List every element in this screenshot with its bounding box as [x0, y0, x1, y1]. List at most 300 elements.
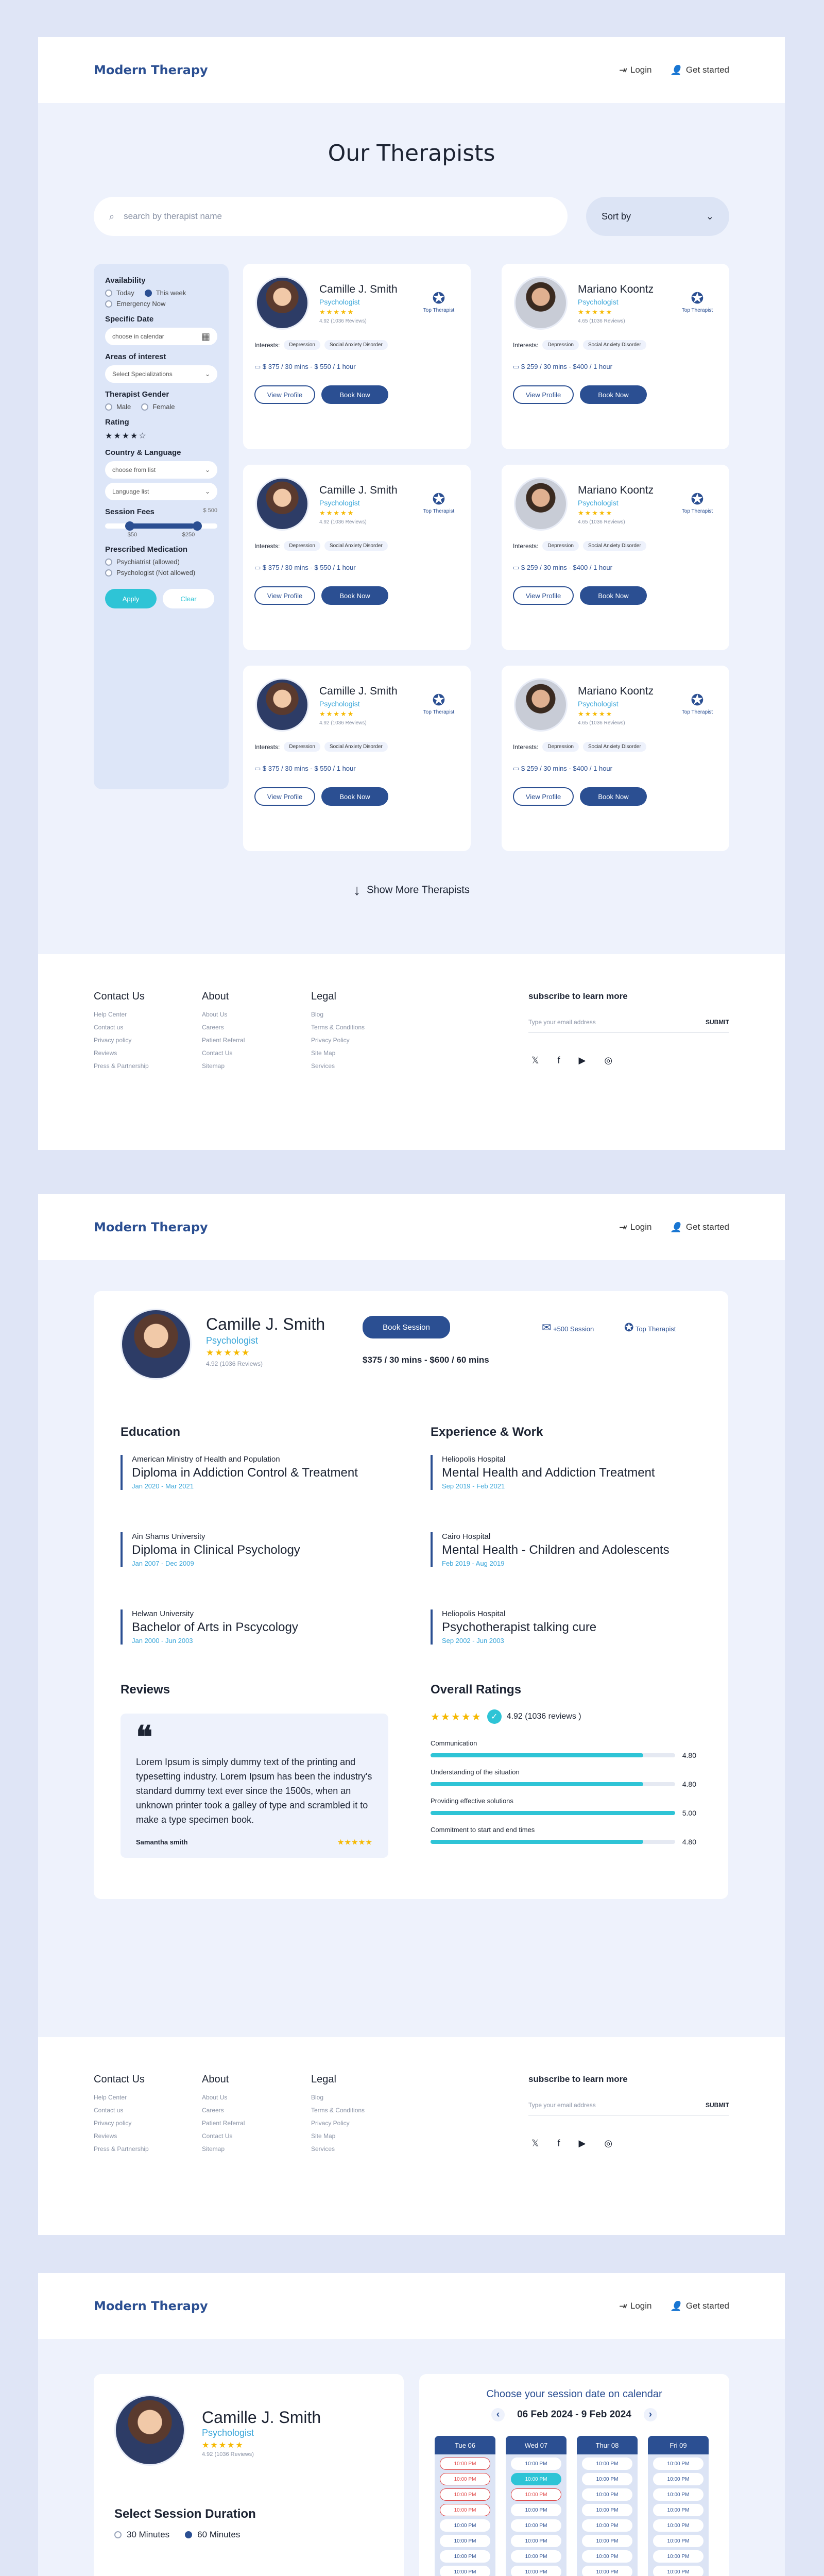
radio-psychiatrist[interactable]: [105, 558, 112, 566]
rating-row: [431, 1797, 696, 1817]
rating-bar: [431, 1782, 675, 1786]
view-profile-button[interactable]: View Profile: [513, 385, 574, 404]
rating-stars: ★★★★★: [202, 2441, 244, 2450]
footer-link[interactable]: Sitemap: [202, 1062, 225, 1070]
price-text: $ 375 / 30 mins - $ 550 / 1 hour: [262, 363, 356, 370]
view-profile-button[interactable]: View Profile: [254, 586, 315, 605]
footer-col-c1: [94, 2073, 149, 2156]
top-therapist-badge: [672, 691, 723, 715]
book-now-button[interactable]: Book Now: [580, 385, 647, 404]
therapist-name: Mariano Koontz: [578, 283, 654, 295]
time-slot[interactable]: 10:00 PM: [653, 2504, 703, 2516]
footer-link[interactable]: Services: [311, 1062, 335, 1070]
get-started-link[interactable]: 👤 Get started: [670, 2301, 729, 2311]
avatar: [514, 477, 568, 531]
institution: Ain Shams University: [132, 1532, 205, 1541]
top-nav: [38, 37, 785, 103]
therapist-name: Mariano Koontz: [578, 484, 654, 496]
fee-low: $50: [127, 532, 138, 538]
footer-link[interactable]: Patient Referral: [202, 1037, 245, 1044]
interest-chip: Depression: [542, 742, 579, 752]
footer-link[interactable]: Contact Us: [202, 1049, 233, 1057]
quote-icon: ❝: [136, 1720, 153, 1754]
label-male: Male: [116, 403, 131, 411]
language-select[interactable]: [105, 483, 217, 500]
therapist-card: [502, 264, 729, 449]
avatar: [514, 276, 568, 330]
institution: American Ministry of Health and Population: [132, 1455, 280, 1464]
experience-item: [431, 1532, 670, 1567]
top-nav: [38, 2273, 785, 2339]
top-therapist-badge: [413, 290, 465, 313]
footer-col-title: Legal: [311, 991, 336, 1002]
top-therapist-badge: [672, 290, 723, 313]
date-range: Jan 2007 - Dec 2009: [132, 1560, 194, 1567]
facebook-icon[interactable]: f: [557, 2138, 560, 2148]
interests-label: Interests:: [254, 341, 280, 349]
therapist-card: [502, 465, 729, 650]
get-started-link[interactable]: 👤 Get started: [670, 65, 729, 75]
review-count: 4.92 (1036 Reviews): [319, 720, 367, 726]
experience-title: Experience & Work: [431, 1425, 543, 1439]
footer-link[interactable]: Blog: [311, 1011, 324, 1018]
interest-chip: Social Anxiety Disorder: [583, 742, 646, 752]
subscribe-email-input[interactable]: [528, 1012, 729, 1032]
education-title: Education: [121, 1425, 181, 1439]
footer-link[interactable]: Help Center: [94, 1011, 127, 1018]
brand-logo[interactable]: Modern Therapy: [94, 63, 208, 77]
footer-link[interactable]: Press & Partnership: [94, 1062, 149, 1070]
footer-link[interactable]: Patient Referral: [202, 2120, 245, 2127]
rating-stars: ★★★★★: [319, 509, 355, 517]
date-range: Jan 2000 - Jun 2003: [132, 1637, 193, 1645]
youtube-icon[interactable]: ▶: [578, 1055, 586, 1065]
youtube-icon[interactable]: ▶: [578, 2138, 586, 2148]
date-picker-label: choose in calendar: [112, 333, 164, 340]
book-now-button[interactable]: Book Now: [321, 787, 388, 806]
facebook-icon[interactable]: f: [557, 1055, 560, 1065]
review-text: Lorem Ipsum is simply dummy text of the printing and typesetting industry. Lorem Ipsum has been the industry's standard dummy text ever since the 1500s, when an unknown printer took a galley of type and scrambled it to make a type specimen book.: [136, 1757, 372, 1825]
time-slot[interactable]: 10:00 PM: [582, 2488, 632, 2501]
badge-icon: ✪: [691, 290, 704, 307]
submit-button[interactable]: SUBMIT: [706, 1018, 729, 1026]
time-slot[interactable]: 10:00 PM: [582, 2535, 632, 2547]
badge-label: Top Therapist: [423, 308, 455, 313]
date-range: Feb 2019 - Aug 2019: [442, 1560, 505, 1567]
price-text: $ 375 / 30 mins - $ 550 / 1 hour: [262, 564, 356, 571]
time-slot[interactable]: 10:00 PM: [653, 2566, 703, 2576]
therapist-name: Camille J. Smith: [319, 685, 398, 697]
slider-handle-left[interactable]: [125, 521, 134, 531]
money-icon: ▭: [513, 564, 520, 571]
radio-60-min[interactable]: [185, 2531, 192, 2538]
book-now-button[interactable]: Book Now: [321, 586, 388, 605]
email-placeholder: Type your email address: [528, 2101, 596, 2109]
badge-icon: ✪: [691, 692, 704, 709]
footer-link[interactable]: Site Map: [311, 2132, 336, 2140]
money-icon: ▭: [254, 765, 261, 772]
brand-logo[interactable]: Modern Therapy: [94, 1220, 208, 1234]
badge-icon: ✪: [624, 1321, 634, 1334]
page-title: Our Therapists: [328, 140, 495, 166]
review-count: 4.65 (1036 Reviews): [578, 318, 625, 324]
reviewer-stars: ★★★★★: [337, 1838, 373, 1846]
money-icon: ▭: [513, 363, 520, 370]
instagram-icon[interactable]: ◎: [604, 1055, 613, 1065]
day-header: Tue 06: [435, 2436, 495, 2454]
footer-link[interactable]: Reviews: [94, 1049, 117, 1057]
chevron-down-icon: ⌄: [204, 370, 210, 378]
rating-stars: ★★★★★: [578, 308, 613, 316]
next-week-button[interactable]: ›: [644, 2408, 657, 2421]
footer-link[interactable]: Privacy policy: [94, 2120, 132, 2127]
apply-button[interactable]: Apply: [105, 589, 157, 608]
footer-link[interactable]: Privacy Policy: [311, 2120, 350, 2127]
interest-chip: Social Anxiety Disorder: [324, 340, 388, 350]
radio-male[interactable]: [105, 403, 112, 411]
rating-bar-fill: [431, 1782, 643, 1786]
therapist-role: Psychologist: [202, 2428, 254, 2438]
interests-label: Interests:: [254, 743, 280, 751]
rating-row: [431, 1739, 696, 1759]
view-profile-button[interactable]: View Profile: [254, 385, 315, 404]
footer-link[interactable]: Contact us: [94, 1024, 124, 1031]
overall-score: 4.92 (1036 reviews ): [506, 1712, 581, 1721]
day-header: Fri 09: [648, 2436, 709, 2454]
interest-chip: Depression: [542, 541, 579, 551]
review-count: 4.65 (1036 Reviews): [578, 720, 625, 726]
footer-link[interactable]: Contact us: [94, 2107, 124, 2114]
user-icon: 👤: [670, 1222, 682, 1232]
footer-link[interactable]: Terms & Conditions: [311, 1024, 365, 1031]
therapist-name: Mariano Koontz: [578, 685, 654, 697]
footer-link[interactable]: Careers: [202, 1024, 224, 1031]
therapist-card: [243, 465, 471, 650]
filter-availability-title: Availability: [105, 276, 146, 285]
book-session-button[interactable]: Book Session: [363, 1316, 450, 1338]
review-count: 4.92 (1036 Reviews): [319, 318, 367, 324]
footer-col-c1: [94, 990, 149, 1073]
time-slot[interactable]: 10:00 PM: [511, 2488, 561, 2501]
day-header: Wed 07: [506, 2436, 566, 2454]
footer-link[interactable]: Blog: [311, 2094, 324, 2101]
footer-link[interactable]: Reviews: [94, 2132, 117, 2140]
degree: Diploma in Addiction Control & Treatment: [132, 1466, 358, 1480]
therapist-name: Camille J. Smith: [206, 1315, 325, 1333]
fee-slider[interactable]: [105, 523, 217, 529]
day-header: Thur 08: [577, 2436, 638, 2454]
calendar-title: Choose your session date on calendar: [486, 2388, 662, 2400]
clear-button[interactable]: Clear: [163, 589, 214, 608]
time-slot[interactable]: 10:00 PM: [511, 2458, 561, 2470]
experience-item: [431, 1455, 655, 1490]
time-slot[interactable]: 10:00 PM: [511, 2473, 561, 2485]
time-slot[interactable]: 10:00 PM: [582, 2550, 632, 2563]
badge-label: Top Therapist: [681, 308, 713, 313]
search-icon: ⌕: [109, 211, 115, 222]
slider-handle-right[interactable]: [193, 521, 202, 531]
instagram-icon[interactable]: ◎: [604, 2138, 613, 2148]
show-more-button[interactable]: [38, 882, 785, 899]
email-placeholder: Type your email address: [528, 1018, 596, 1026]
job-title: Mental Health and Addiction Treatment: [442, 1466, 655, 1480]
login-icon: ⇥: [618, 65, 626, 75]
time-slot[interactable]: 10:00 PM: [653, 2550, 703, 2563]
therapist-role: Psychologist: [578, 298, 619, 306]
radio-30-min[interactable]: [114, 2531, 122, 2538]
check-icon: ✓: [487, 1709, 502, 1724]
footer-link[interactable]: Terms & Conditions: [311, 2107, 365, 2114]
label-female: Female: [152, 403, 175, 411]
day-column: [506, 2436, 566, 2576]
therapist-card: [243, 264, 471, 449]
footer-link[interactable]: About Us: [202, 2094, 228, 2101]
therapist-profile-page: [38, 1194, 785, 2235]
radio-emergency[interactable]: [105, 300, 112, 308]
footer-col-c2: [202, 2073, 245, 2156]
book-now-button[interactable]: Book Now: [321, 385, 388, 404]
rating-bar: [431, 1753, 675, 1757]
specialization-select[interactable]: [105, 365, 217, 383]
view-profile-button[interactable]: View Profile: [513, 586, 574, 605]
footer-link[interactable]: Press & Partnership: [94, 2145, 149, 2153]
badge-label: Top Therapist: [681, 709, 713, 715]
radio-psychologist[interactable]: [105, 569, 112, 577]
employer: Heliopolis Hospital: [442, 1609, 506, 1618]
login-link[interactable]: ⇥ Login: [618, 2301, 652, 2311]
therapist-name: Camille J. Smith: [202, 2408, 321, 2427]
subscribe-title: subscribe to learn more: [528, 991, 628, 1001]
filter-gender-title: Therapist Gender: [105, 390, 169, 399]
time-slot[interactable]: 10:00 PM: [440, 2458, 490, 2470]
fee-high: $250: [182, 532, 195, 538]
therapist-card: [243, 666, 471, 851]
time-slot[interactable]: 10:00 PM: [653, 2458, 703, 2470]
review-count: 4.92 (1036 Reviews): [206, 1360, 263, 1367]
review-count: 4.92 (1036 Reviews): [319, 519, 367, 525]
radio-female[interactable]: [141, 403, 148, 411]
filter-date-title: Specific Date: [105, 315, 154, 324]
experience-item: [431, 1609, 596, 1645]
time-slot[interactable]: 10:00 PM: [653, 2519, 703, 2532]
filter-areas-title: Areas of interest: [105, 352, 166, 361]
social-links: [531, 2138, 612, 2149]
label-60-min: 60 Minutes: [197, 2530, 241, 2539]
country-label: choose from list: [112, 466, 156, 473]
footer-link[interactable]: Site Map: [311, 1049, 336, 1057]
subscribe-email-input[interactable]: [528, 2095, 729, 2115]
overall-stars: ★★★★★: [431, 1711, 482, 1723]
therapist-name: Camille J. Smith: [319, 484, 398, 496]
rating-row: [431, 1768, 696, 1788]
book-now-button[interactable]: Book Now: [580, 586, 647, 605]
label-today: Today: [116, 289, 134, 297]
duration-title: Select Session Duration: [114, 2507, 256, 2521]
price-text: $ 259 / 30 mins - $400 / 1 hour: [521, 564, 612, 571]
fee-max: $ 500: [203, 507, 217, 514]
radio-today[interactable]: [105, 290, 112, 297]
interest-chip: Social Anxiety Disorder: [583, 340, 646, 350]
degree: Bachelor of Arts in Pscycology: [132, 1620, 298, 1634]
sessions-label: +500 Session: [553, 1325, 594, 1333]
rating-row: [431, 1826, 696, 1846]
top-therapist-badge: [624, 1321, 676, 1334]
filter-rating-title: Rating: [105, 418, 129, 427]
day-column: [435, 2436, 495, 2576]
rating-stars[interactable]: ★★★★☆: [105, 432, 147, 440]
footer-link[interactable]: Privacy Policy: [311, 1037, 350, 1044]
footer: [38, 2037, 785, 2235]
footer-link[interactable]: Help Center: [94, 2094, 127, 2101]
interests-label: Interests:: [513, 542, 539, 550]
x-icon[interactable]: 𝕏: [531, 2138, 539, 2148]
avatar: [255, 276, 309, 330]
footer-col-c2: [202, 990, 245, 1073]
therapists-page: [38, 37, 785, 1150]
calendar-card: [419, 2374, 729, 2576]
x-icon[interactable]: 𝕏: [531, 1055, 539, 1065]
label-30-min: 30 Minutes: [127, 2530, 170, 2539]
rating-bar: [431, 1811, 675, 1815]
interest-chip: Social Anxiety Disorder: [324, 742, 388, 752]
time-slot[interactable]: 10:00 PM: [440, 2550, 490, 2563]
time-slot[interactable]: 10:00 PM: [440, 2519, 490, 2532]
time-slot[interactable]: 10:00 PM: [511, 2550, 561, 2563]
subscribe-title: subscribe to learn more: [528, 2074, 628, 2084]
brand-logo[interactable]: Modern Therapy: [94, 2299, 208, 2313]
time-slot[interactable]: 10:00 PM: [511, 2566, 561, 2576]
time-slot[interactable]: 10:00 PM: [582, 2566, 632, 2576]
search-input[interactable]: ⌕ search by therapist name: [94, 197, 568, 236]
footer-link[interactable]: Privacy policy: [94, 1037, 132, 1044]
footer-col-c3: [311, 990, 365, 1073]
interests-label: Interests:: [513, 743, 539, 751]
footer-col-title: Legal: [311, 2074, 336, 2085]
social-links: [531, 1055, 612, 1066]
view-profile-button[interactable]: View Profile: [513, 787, 574, 806]
submit-button[interactable]: SUBMIT: [706, 2101, 729, 2109]
date-range: Sep 2002 - Jun 2003: [442, 1637, 504, 1645]
date-picker[interactable]: [105, 328, 217, 345]
time-slot[interactable]: 10:00 PM: [440, 2473, 490, 2485]
book-now-button[interactable]: Book Now: [580, 787, 647, 806]
time-slot[interactable]: 10:00 PM: [440, 2488, 490, 2501]
filters-panel: [94, 264, 229, 789]
top-nav: [38, 1194, 785, 1260]
rating-bar-fill: [431, 1840, 643, 1844]
reviews-title: Reviews: [121, 1683, 170, 1697]
reviewer-name: Samantha smith: [136, 1838, 188, 1846]
session-icon: ✉: [542, 1321, 552, 1334]
interest-chip: Depression: [284, 541, 320, 551]
login-icon: ⇥: [618, 2301, 626, 2311]
get-started-link[interactable]: 👤 Get started: [670, 1222, 729, 1232]
time-slot[interactable]: 10:00 PM: [582, 2504, 632, 2516]
footer-link[interactable]: Careers: [202, 2107, 224, 2114]
time-slot[interactable]: 10:00 PM: [440, 2566, 490, 2576]
education-item: [121, 1455, 358, 1490]
time-slot[interactable]: 10:00 PM: [653, 2488, 703, 2501]
avatar: [255, 678, 309, 732]
radio-this-week[interactable]: [145, 290, 152, 297]
footer-link[interactable]: Services: [311, 2145, 335, 2153]
footer-link[interactable]: Contact Us: [202, 2132, 233, 2140]
chevron-down-icon: ⌄: [706, 211, 714, 222]
date-range: Sep 2019 - Feb 2021: [442, 1482, 505, 1490]
avatar: [114, 2395, 185, 2466]
time-slot[interactable]: 10:00 PM: [511, 2535, 561, 2547]
country-select[interactable]: [105, 461, 217, 479]
time-slot[interactable]: 10:00 PM: [653, 2473, 703, 2485]
therapist-role: Psychologist: [319, 499, 360, 507]
money-icon: ▭: [254, 564, 261, 571]
therapist-role: Psychologist: [206, 1335, 259, 1346]
interest-chip: Depression: [284, 340, 320, 350]
time-slot[interactable]: 10:00 PM: [653, 2535, 703, 2547]
rating-stars: ★★★★★: [319, 710, 355, 718]
rating-bar: [431, 1840, 675, 1844]
date-range: Jan 2020 - Mar 2021: [132, 1482, 194, 1490]
institution: Helwan University: [132, 1609, 194, 1618]
badge-label: Top Therapist: [423, 709, 455, 715]
booking-summary-card: [94, 2374, 404, 2576]
time-slot[interactable]: 10:00 PM: [440, 2504, 490, 2516]
prev-week-button[interactable]: ‹: [491, 2408, 505, 2421]
rating-label: Commitment to start and end times: [431, 1826, 535, 1834]
interests-label: Interests:: [513, 341, 539, 349]
login-link[interactable]: ⇥ Login: [618, 1222, 652, 1232]
review-card: [121, 1714, 388, 1858]
price-text: $ 375 / 30 mins - $ 550 / 1 hour: [262, 765, 356, 772]
time-slot[interactable]: 10:00 PM: [582, 2473, 632, 2485]
rating-label: Communication: [431, 1739, 477, 1747]
footer-col-title: About: [202, 991, 229, 1002]
rating-bar-fill: [431, 1753, 643, 1757]
language-label: Language list: [112, 488, 149, 495]
login-link[interactable]: ⇥ Login: [618, 65, 652, 75]
money-icon: ▭: [513, 765, 520, 772]
badge-icon: ✪: [432, 290, 445, 307]
top-therapist-label: Top Therapist: [635, 1325, 676, 1333]
view-profile-button[interactable]: View Profile: [254, 787, 315, 806]
arrow-down-icon: ↓: [353, 882, 361, 898]
time-slot[interactable]: 10:00 PM: [582, 2458, 632, 2470]
calendar-icon: ▦: [201, 331, 210, 342]
rating-stars: ★★★★★: [319, 308, 355, 316]
education-item: [121, 1532, 300, 1567]
time-slot[interactable]: 10:00 PM: [511, 2519, 561, 2532]
degree: Diploma in Clinical Psychology: [132, 1543, 300, 1557]
footer-col-title: Contact Us: [94, 991, 145, 1002]
footer-link[interactable]: Sitemap: [202, 2145, 225, 2153]
interest-chip: Social Anxiety Disorder: [324, 541, 388, 551]
footer-col-title: About: [202, 2074, 229, 2085]
interest-chip: Depression: [542, 340, 579, 350]
interest-chip: Depression: [284, 742, 320, 752]
rating-bar-fill: [431, 1811, 675, 1815]
therapist-card: [502, 666, 729, 851]
time-slot[interactable]: 10:00 PM: [440, 2535, 490, 2547]
employer: Cairo Hospital: [442, 1532, 491, 1541]
footer-link[interactable]: About Us: [202, 1011, 228, 1018]
time-slot[interactable]: 10:00 PM: [511, 2504, 561, 2516]
chevron-down-icon: ⌄: [204, 466, 210, 473]
rating-value: 4.80: [682, 1751, 696, 1759]
session-price: $375 / 30 mins - $600 / 60 mins: [363, 1355, 489, 1365]
sort-dropdown[interactable]: Sort by ⌄: [586, 197, 729, 236]
therapist-role: Psychologist: [578, 499, 619, 507]
time-slot[interactable]: 10:00 PM: [582, 2519, 632, 2532]
